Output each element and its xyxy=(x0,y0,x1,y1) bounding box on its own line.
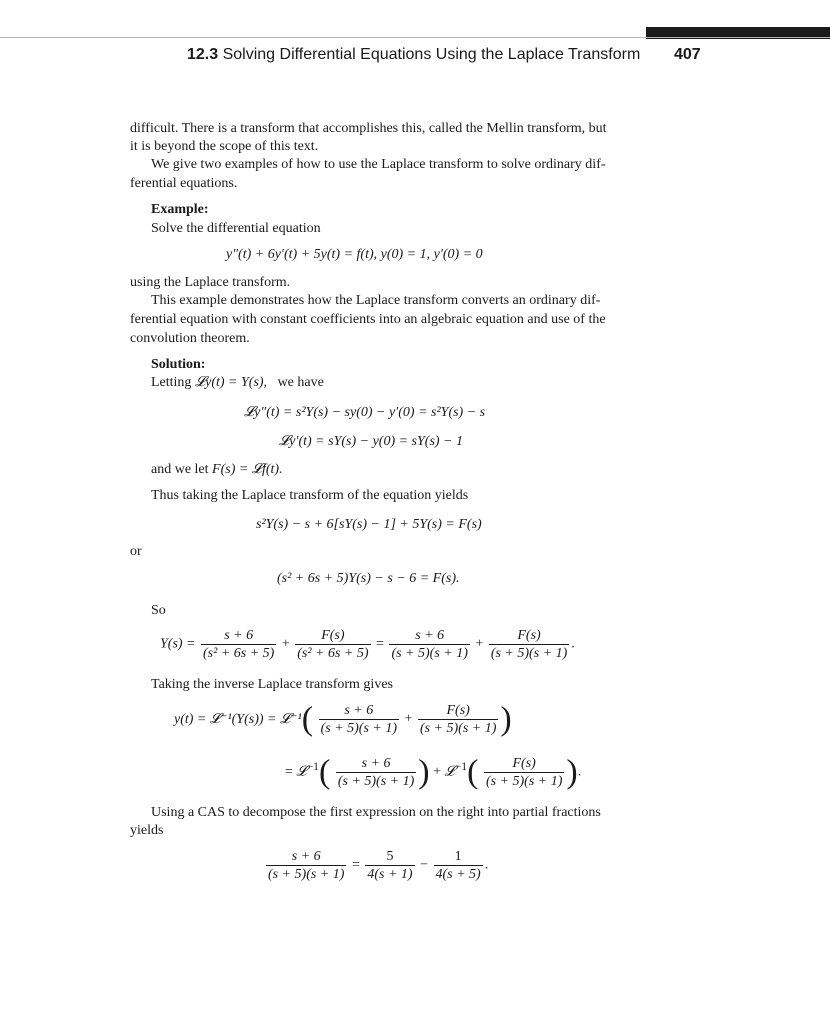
paragraph-line: using the Laplace transform. xyxy=(130,275,291,290)
laplace-second-derivative: 𝓛y″(t) = s²Y(s) − sy(0) − y′(0) = s²Y(s) − s xyxy=(244,405,486,420)
section-title: Solving Differential Equations Using the Laplace Transform xyxy=(222,46,641,63)
fraction: $\frac{s + 6}{(s + 5)(s + 1)}$ xyxy=(320,703,398,736)
solution-heading: Solution: xyxy=(151,357,206,372)
Y-solution-equation: Y(s) = $\frac{s + 6}{\text{(s² + 6s + 5)}}$ + $\frac{F(s)}{\text{(s² + 6s + 5)}}$ = $\frac{s + 6}{(s + 5)(s + 1)}$ + $\frac{F(s)}{(s + 5)(s + 1)}$ . xyxy=(160,628,575,661)
collected-equation: (s² + 6s + 5)Y(s) − s − 6 = F(s). xyxy=(277,571,460,586)
paragraph-line: This example demonstrates how the Laplace transform converts an ordinary dif- xyxy=(151,293,601,308)
connector-or: or xyxy=(130,544,142,559)
fraction: $\frac{s + 6}{(s + 5)(s + 1)}$ xyxy=(391,628,468,661)
partial-fractions-equation: $\frac{s + 6}{(s + 5)(s + 1)}$ = $\frac{5}{4(s + 1)}$ − $\frac{1}{4(s + 5)}$ . xyxy=(268,849,489,882)
inverse-split-equation: = 𝓛$^{-1}$( $\frac{s + 6}{(s + 5)(s + 1)}$ ) + 𝓛$^{-1}$( $\frac{F(s)}{(s + 5)(s + 1)}$ ). xyxy=(285,753,582,791)
paragraph-line: ferential equation with constant coefficients into an algebraic equation and use of the xyxy=(130,312,606,327)
connector-so: So xyxy=(151,603,166,618)
header-rule xyxy=(0,37,830,38)
paragraph-line: Using a CAS to decompose the first expression on the right into partial fractions xyxy=(151,805,601,820)
inverse-transform-equation: y(t) = 𝓛⁻¹(Y(s)) = 𝓛⁻¹( $\frac{s + 6}{(s + 5)(s + 1)}$ + $\frac{F(s)}{(s + 5)(s + 1)}$ ) xyxy=(174,700,512,738)
fraction: $\frac{5}{4(s + 1)}$ xyxy=(367,849,413,882)
transformed-equation: s²Y(s) − s + 6[sY(s) − 1] + 5Y(s) = F(s) xyxy=(256,517,482,532)
paragraph-line: Thus taking the Laplace transform of the equation yields xyxy=(151,488,469,503)
define-F: and we let F(s) = 𝓛f(t). xyxy=(151,462,283,477)
fraction: $\frac{s + 6}{\text{(s² + 6s + 5)}}$ xyxy=(203,628,275,661)
paragraph-line: convolution theorem. xyxy=(130,331,250,346)
fraction: $\frac{F(s)}{(s + 5)(s + 1)}$ xyxy=(490,628,568,661)
paragraph-line: We give two examples of how to use the Laplace transform to solve ordinary dif- xyxy=(151,157,606,172)
paragraph-line: ferential equations. xyxy=(130,176,238,191)
example-heading: Example: xyxy=(151,202,209,217)
fraction: $\frac{s + 6}{(s + 5)(s + 1)}$ xyxy=(337,756,415,789)
fraction: $\frac{F(s)}{(s + 5)(s + 1)}$ xyxy=(419,703,497,736)
paragraph-line: Taking the inverse Laplace transform gives xyxy=(151,677,393,692)
laplace-first-derivative: 𝓛y′(t) = sY(s) − y(0) = sY(s) − 1 xyxy=(279,434,464,449)
paragraph-line: it is beyond the scope of this text. xyxy=(130,139,319,154)
ode-equation: y″(t) + 6y′(t) + 5y(t) = f(t), y(0) = 1, y′(0) = 0 xyxy=(226,247,483,262)
page-number: 407 xyxy=(674,46,701,63)
solution-intro: Letting 𝓛y(t) = Y(s), we have xyxy=(151,375,324,390)
fraction: $\frac{s + 6}{(s + 5)(s + 1)}$ xyxy=(268,849,345,882)
running-header xyxy=(187,46,640,64)
paragraph-line: difficult. There is a transform that accomplishes this, called the Mellin transform, but xyxy=(130,121,607,136)
fraction: $\frac{F(s)}{\text{(s² + 6s + 5)}}$ xyxy=(297,628,369,661)
fraction: $\frac{1}{4(s + 5)}$ xyxy=(435,849,481,882)
paragraph-line: yields xyxy=(130,823,164,838)
fraction: $\frac{F(s)}{(s + 5)(s + 1)}$ xyxy=(485,756,563,789)
paragraph-line: Solve the differential equation xyxy=(151,221,321,236)
section-number: 12.3 xyxy=(187,46,219,63)
